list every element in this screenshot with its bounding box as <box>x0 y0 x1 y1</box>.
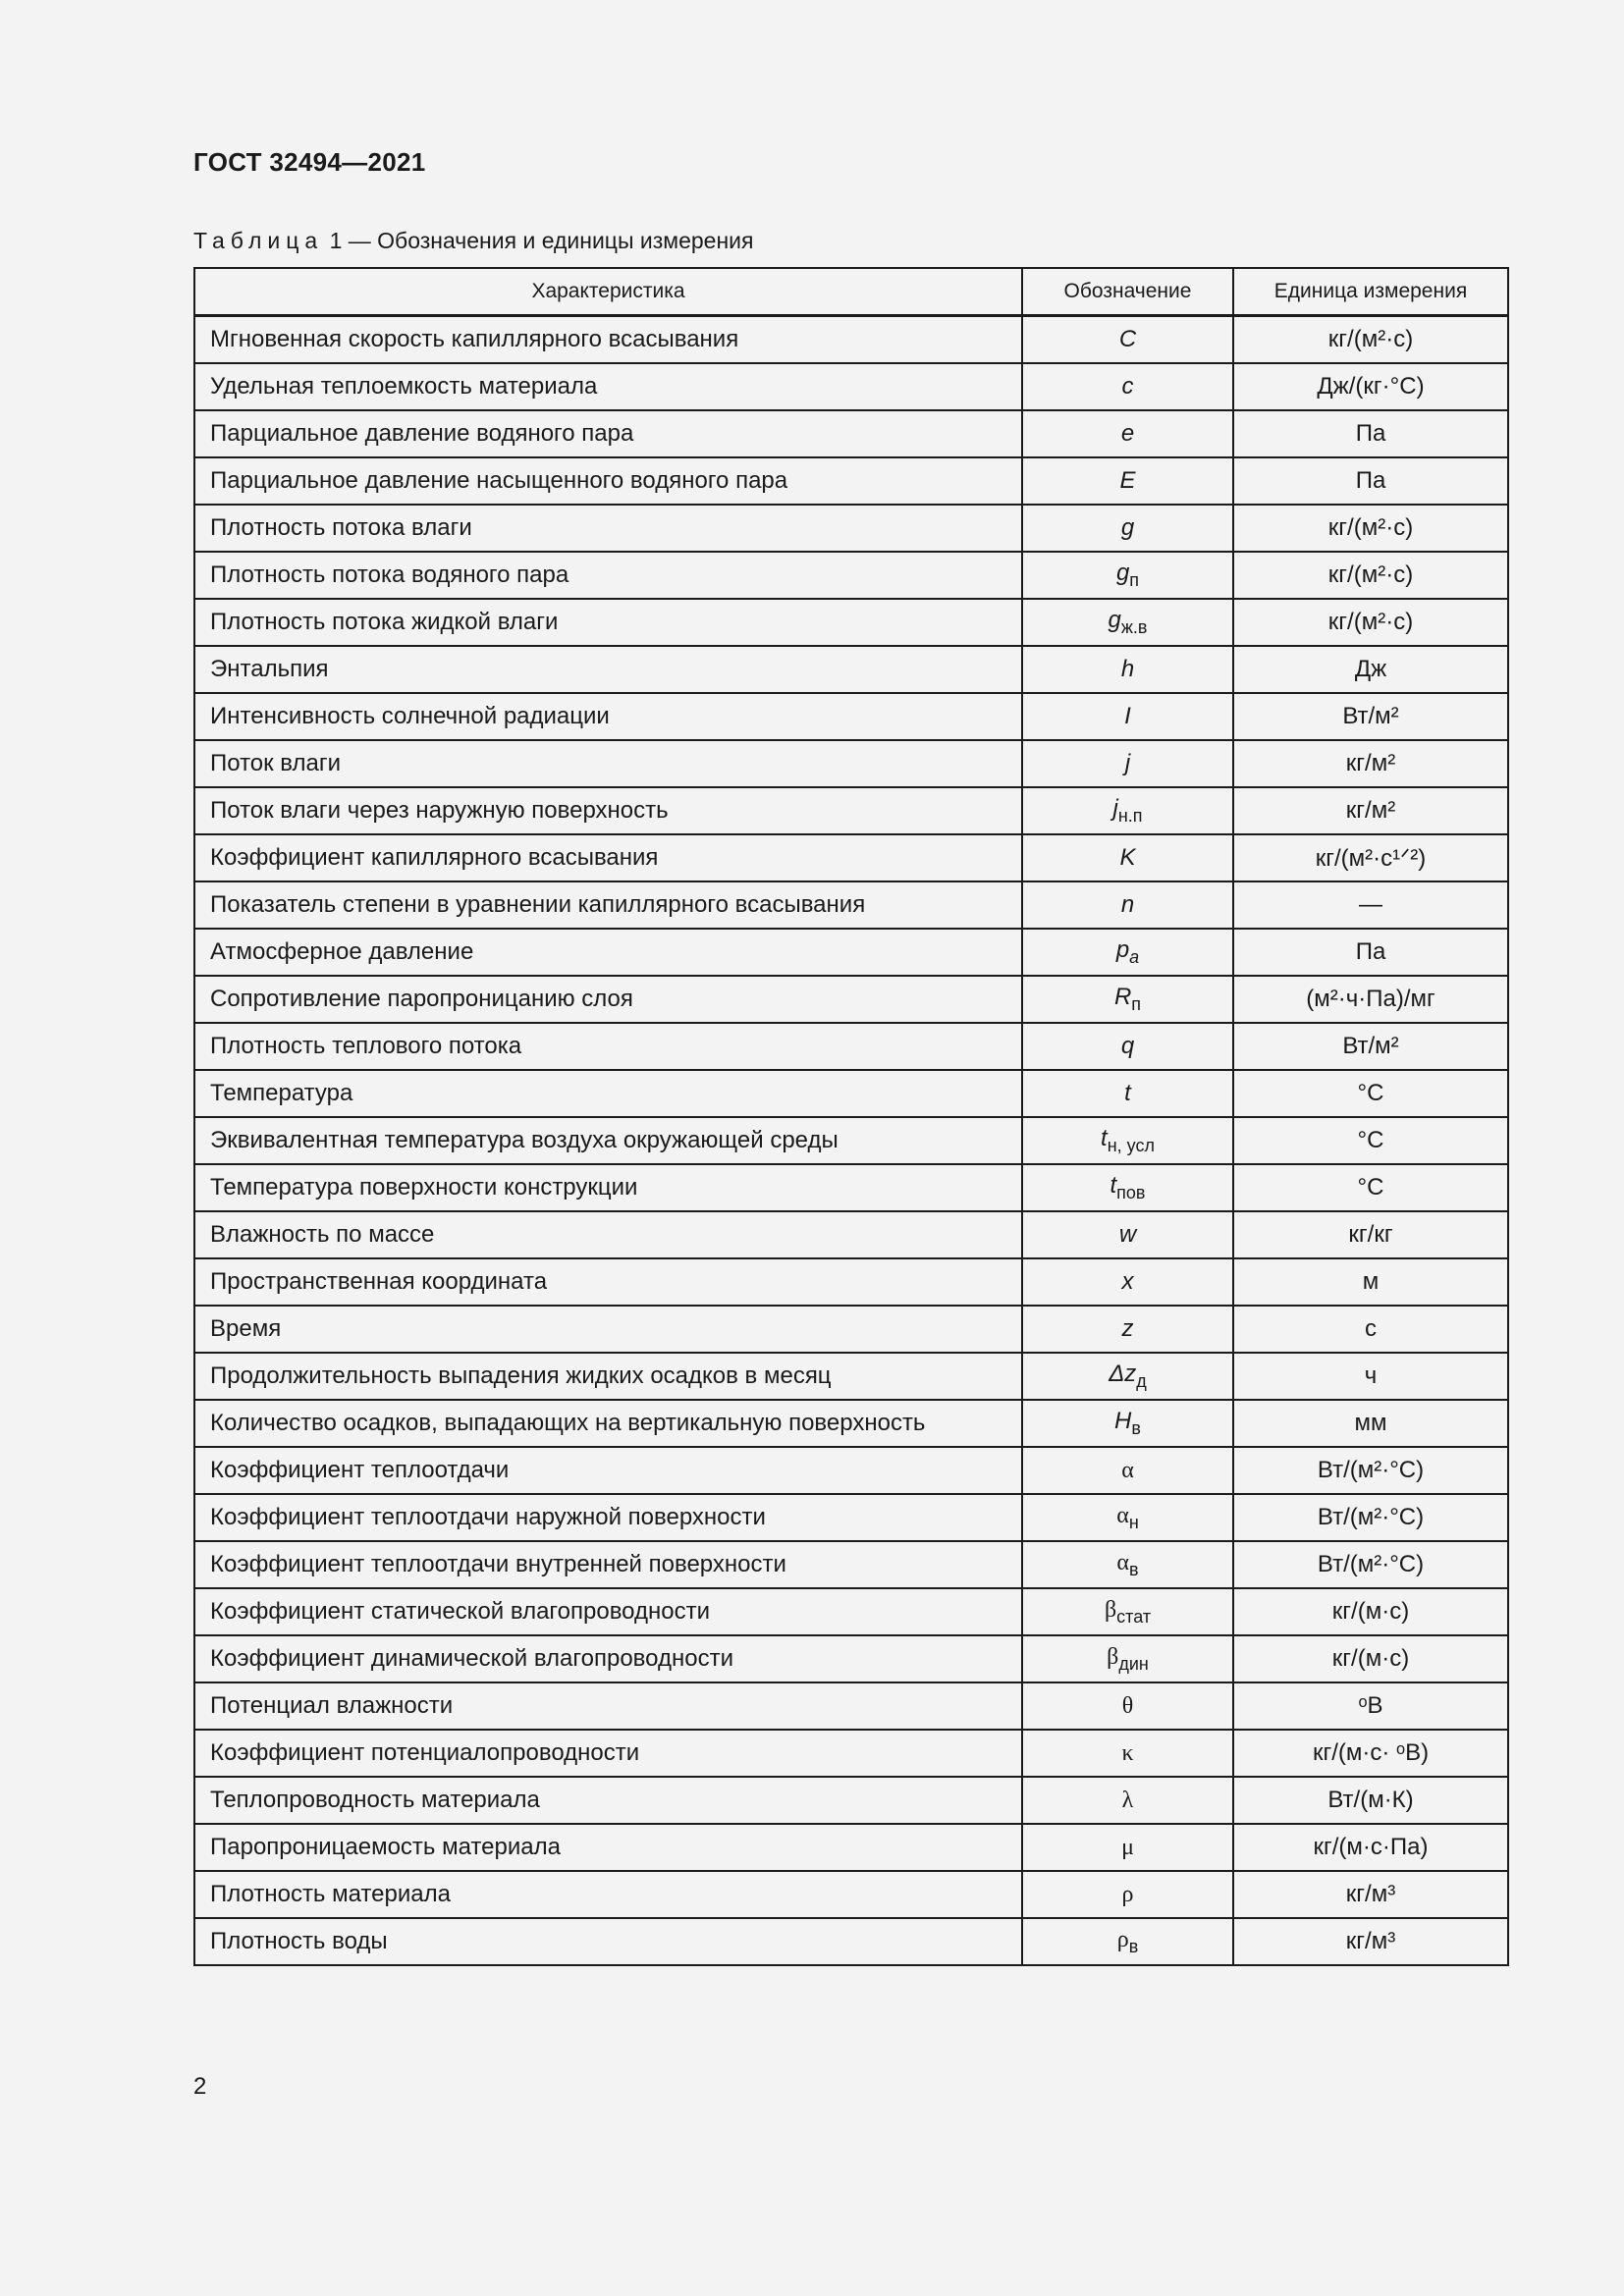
symbol: e <box>1120 420 1135 447</box>
characteristic-cell: Коэффициент теплоотдачи <box>194 1447 1022 1494</box>
symbol: ρ <box>1116 1927 1129 1952</box>
unit-cell: кг/(м·с· ᵒВ) <box>1233 1730 1508 1777</box>
table-row <box>194 787 1508 834</box>
characteristic-cell: Парциальное давление водяного пара <box>194 410 1022 457</box>
table-caption-label: Таблица <box>193 228 324 253</box>
symbol-subscript: п <box>1131 994 1142 1014</box>
characteristic-cell: Плотность теплового потока <box>194 1023 1022 1070</box>
unit-cell: ч <box>1233 1353 1508 1400</box>
symbol: R <box>1113 984 1132 1010</box>
symbol: I <box>1124 703 1131 729</box>
symbol: c <box>1121 373 1134 400</box>
table-caption-number: 1 <box>329 228 343 253</box>
symbol: g <box>1120 514 1135 541</box>
table-row <box>194 599 1508 646</box>
designation-cell <box>1022 787 1233 834</box>
designation-cell <box>1022 1023 1233 1070</box>
designation-cell <box>1022 1588 1233 1635</box>
symbol: β <box>1107 1644 1119 1670</box>
table-row <box>194 1871 1508 1918</box>
unit-cell: кг/(м·с) <box>1233 1635 1508 1682</box>
designation-cell <box>1022 599 1233 646</box>
characteristic-cell: Мгновенная скорость капиллярного всасывания <box>194 316 1022 364</box>
characteristic-cell: Плотность воды <box>194 1918 1022 1965</box>
designation-cell <box>1022 552 1233 599</box>
symbol-subscript: н.п <box>1117 806 1143 826</box>
characteristic-cell: Температура <box>194 1070 1022 1117</box>
table-header-row <box>194 268 1508 316</box>
column-header-unit: Единица измерения <box>1233 268 1508 316</box>
unit-cell: Вт/(м²·°С) <box>1233 1494 1508 1541</box>
characteristic-cell: Коэффициент теплоотдачи наружной поверхности <box>194 1494 1022 1541</box>
designation-cell <box>1022 1117 1233 1164</box>
unit-cell: °С <box>1233 1117 1508 1164</box>
unit-cell: кг/м³ <box>1233 1871 1508 1918</box>
table-row <box>194 1353 1508 1400</box>
unit-cell: мм <box>1233 1400 1508 1447</box>
unit-cell: с <box>1233 1306 1508 1353</box>
unit-cell: кг/м³ <box>1233 1918 1508 1965</box>
symbol: z <box>1121 1315 1134 1342</box>
designation-cell <box>1022 1306 1233 1353</box>
characteristic-cell: Количество осадков, выпадающих на вертикальную поверхность <box>194 1400 1022 1447</box>
characteristic-cell: Атмосферное давление <box>194 929 1022 976</box>
unit-cell: Па <box>1233 929 1508 976</box>
unit-cell: кг/(м²·с) <box>1233 599 1508 646</box>
designation-cell <box>1022 410 1233 457</box>
table-row <box>194 505 1508 552</box>
symbol: K <box>1119 844 1136 871</box>
table-caption-text: — Обозначения и единицы измерения <box>348 228 754 253</box>
designation-cell <box>1022 1541 1233 1588</box>
symbol-subscript: пов <box>1116 1183 1146 1202</box>
table-body <box>194 316 1508 1966</box>
symbol: Δz <box>1109 1361 1137 1387</box>
unit-cell: кг/(м²·с¹ᐟ²) <box>1233 834 1508 881</box>
unit-cell: кг/кг <box>1233 1211 1508 1258</box>
unit-cell: кг/(м·с·Па) <box>1233 1824 1508 1871</box>
table-row <box>194 1824 1508 1871</box>
table-row <box>194 1918 1508 1965</box>
symbol: E <box>1119 467 1136 494</box>
table-row <box>194 552 1508 599</box>
characteristic-cell: Интенсивность солнечной радиации <box>194 693 1022 740</box>
symbol: t <box>1124 1080 1131 1106</box>
unit-cell: Вт/м² <box>1233 693 1508 740</box>
table-row <box>194 693 1508 740</box>
symbol: θ <box>1121 1693 1134 1719</box>
designation-cell <box>1022 1258 1233 1306</box>
symbol-subscript: в <box>1129 1560 1139 1579</box>
characteristic-cell: Теплопроводность материала <box>194 1777 1022 1824</box>
designation-cell <box>1022 505 1233 552</box>
characteristic-cell: Поток влаги <box>194 740 1022 787</box>
designation-cell <box>1022 1730 1233 1777</box>
table-row <box>194 740 1508 787</box>
table-caption <box>193 228 753 254</box>
unit-cell: Дж/(кг·°С) <box>1233 363 1508 410</box>
symbol-subscript: a <box>1129 947 1140 967</box>
characteristic-cell: Время <box>194 1306 1022 1353</box>
unit-cell: кг/(м²·с) <box>1233 505 1508 552</box>
designation-cell <box>1022 1400 1233 1447</box>
symbol: g <box>1115 560 1130 586</box>
table-row <box>194 1494 1508 1541</box>
designation-cell <box>1022 976 1233 1023</box>
table-row <box>194 1400 1508 1447</box>
symbol: t <box>1101 1125 1108 1151</box>
table-row <box>194 1306 1508 1353</box>
designation-cell <box>1022 1682 1233 1730</box>
unit-cell: кг/(м²·с) <box>1233 552 1508 599</box>
characteristic-cell: Плотность потока водяного пара <box>194 552 1022 599</box>
designation-cell <box>1022 1447 1233 1494</box>
unit-cell: кг/м² <box>1233 787 1508 834</box>
symbol: h <box>1120 656 1135 682</box>
designation-cell <box>1022 646 1233 693</box>
table-row <box>194 1682 1508 1730</box>
symbol: C <box>1118 326 1137 352</box>
designation-cell <box>1022 1918 1233 1965</box>
unit-cell: (м²·ч·Па)/мг <box>1233 976 1508 1023</box>
characteristic-cell: Потенциал влажности <box>194 1682 1022 1730</box>
document-title: ГОСТ 32494—2021 <box>193 147 426 177</box>
designation-cell <box>1022 929 1233 976</box>
symbol-subscript: н, усл <box>1107 1136 1155 1155</box>
table-row <box>194 363 1508 410</box>
unit-cell: Вт/(м²·°С) <box>1233 1447 1508 1494</box>
column-header-characteristic: Характеристика <box>194 268 1022 316</box>
characteristic-cell: Удельная теплоемкость материала <box>194 363 1022 410</box>
symbol: g <box>1108 607 1121 633</box>
unit-cell: Дж <box>1233 646 1508 693</box>
designation-cell <box>1022 1211 1233 1258</box>
unit-cell: °С <box>1233 1070 1508 1117</box>
symbol-subscript: ж.в <box>1120 617 1148 637</box>
designations-table <box>193 267 1509 1966</box>
designation-cell <box>1022 740 1233 787</box>
unit-cell: ᵒВ <box>1233 1682 1508 1730</box>
symbol: λ <box>1121 1788 1134 1813</box>
table-row <box>194 1117 1508 1164</box>
table-row <box>194 1023 1508 1070</box>
designation-cell <box>1022 1353 1233 1400</box>
symbol: j <box>1112 795 1118 822</box>
unit-cell: кг/(м²·с) <box>1233 316 1508 364</box>
symbol-subscript: в <box>1131 1418 1141 1438</box>
unit-cell: °С <box>1233 1164 1508 1211</box>
symbol: ρ <box>1121 1882 1134 1907</box>
designation-cell <box>1022 1070 1233 1117</box>
characteristic-cell: Коэффициент теплоотдачи внутренней поверхности <box>194 1541 1022 1588</box>
symbol: α <box>1116 1503 1129 1528</box>
characteristic-cell: Коэффициент динамической влагопроводности <box>194 1635 1022 1682</box>
characteristic-cell: Эквивалентная температура воздуха окружающей среды <box>194 1117 1022 1164</box>
symbol: j <box>1124 750 1131 776</box>
characteristic-cell: Коэффициент капиллярного всасывания <box>194 834 1022 881</box>
table-row <box>194 1730 1508 1777</box>
table-row <box>194 834 1508 881</box>
characteristic-cell: Сопротивление паропроницанию слоя <box>194 976 1022 1023</box>
table-row <box>194 1541 1508 1588</box>
table-row <box>194 457 1508 505</box>
table-row <box>194 1070 1508 1117</box>
unit-cell: Па <box>1233 457 1508 505</box>
symbol-subscript: н <box>1128 1513 1139 1532</box>
characteristic-cell: Плотность потока жидкой влаги <box>194 599 1022 646</box>
characteristic-cell: Парциальное давление насыщенного водяного пара <box>194 457 1022 505</box>
symbol: β <box>1104 1597 1117 1623</box>
unit-cell: Вт/(м²·°С) <box>1233 1541 1508 1588</box>
symbol-subscript: в <box>1128 1937 1139 1956</box>
page-number: 2 <box>193 2073 207 2100</box>
characteristic-cell: Температура поверхности конструкции <box>194 1164 1022 1211</box>
characteristic-cell: Коэффициент потенциалопроводности <box>194 1730 1022 1777</box>
symbol: x <box>1121 1268 1134 1295</box>
symbol: p <box>1115 936 1130 963</box>
characteristic-cell: Показатель степени в уравнении капиллярного всасывания <box>194 881 1022 929</box>
symbol: w <box>1118 1221 1137 1248</box>
characteristic-cell: Влажность по массе <box>194 1211 1022 1258</box>
characteristic-cell: Пространственная координата <box>194 1258 1022 1306</box>
symbol: μ <box>1121 1835 1134 1860</box>
symbol: q <box>1120 1033 1135 1059</box>
symbol: n <box>1120 891 1135 918</box>
designation-cell <box>1022 1494 1233 1541</box>
table-row <box>194 1588 1508 1635</box>
designation-cell <box>1022 1164 1233 1211</box>
table-row <box>194 1258 1508 1306</box>
table-row <box>194 929 1508 976</box>
unit-cell: — <box>1233 881 1508 929</box>
table-row <box>194 976 1508 1023</box>
table-row <box>194 1635 1508 1682</box>
table-row <box>194 1164 1508 1211</box>
designation-cell <box>1022 457 1233 505</box>
unit-cell: м <box>1233 1258 1508 1306</box>
characteristic-cell: Паропроницаемость материала <box>194 1824 1022 1871</box>
unit-cell: Вт/(м·К) <box>1233 1777 1508 1824</box>
unit-cell: кг/(м·с) <box>1233 1588 1508 1635</box>
designation-cell <box>1022 316 1233 364</box>
table-row <box>194 410 1508 457</box>
symbol-subscript: п <box>1129 570 1140 590</box>
symbol: κ <box>1121 1740 1134 1766</box>
designation-cell <box>1022 1824 1233 1871</box>
designation-cell <box>1022 363 1233 410</box>
symbol-subscript: стат <box>1116 1607 1152 1627</box>
characteristic-cell: Продолжительность выпадения жидких осадков в месяц <box>194 1353 1022 1400</box>
symbol-subscript: д <box>1136 1371 1147 1391</box>
designation-cell <box>1022 881 1233 929</box>
characteristic-cell: Плотность материала <box>194 1871 1022 1918</box>
table-row <box>194 881 1508 929</box>
table-row <box>194 1211 1508 1258</box>
designation-cell <box>1022 834 1233 881</box>
unit-cell: кг/м² <box>1233 740 1508 787</box>
table-row <box>194 316 1508 364</box>
symbol: α <box>1116 1550 1129 1575</box>
unit-cell: Па <box>1233 410 1508 457</box>
table-row <box>194 1777 1508 1824</box>
column-header-designation: Обозначение <box>1022 268 1233 316</box>
designation-cell <box>1022 693 1233 740</box>
symbol: α <box>1121 1458 1134 1483</box>
table-row <box>194 1447 1508 1494</box>
symbol-subscript: дин <box>1118 1654 1149 1674</box>
characteristic-cell: Плотность потока влаги <box>194 505 1022 552</box>
characteristic-cell: Коэффициент статической влагопроводности <box>194 1588 1022 1635</box>
characteristic-cell: Энтальпия <box>194 646 1022 693</box>
unit-cell: Вт/м² <box>1233 1023 1508 1070</box>
characteristic-cell: Поток влаги через наружную поверхность <box>194 787 1022 834</box>
designation-cell <box>1022 1635 1233 1682</box>
symbol: t <box>1110 1172 1117 1199</box>
designation-cell <box>1022 1777 1233 1824</box>
designation-cell <box>1022 1871 1233 1918</box>
table-row <box>194 646 1508 693</box>
symbol: H <box>1114 1408 1132 1434</box>
